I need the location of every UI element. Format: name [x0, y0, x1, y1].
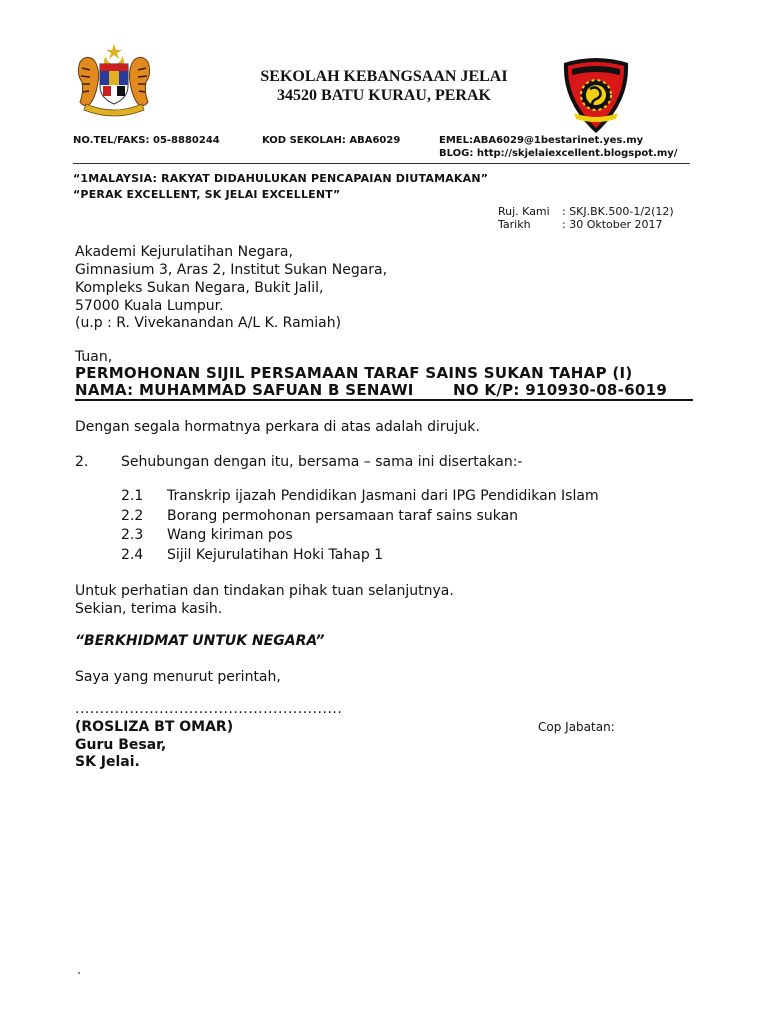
attachment-number: 2.4	[121, 547, 144, 563]
subject-line: PERMOHONAN SIJIL PERSAMAAN TARAF SAINS SUKAN TAHAP (I)	[75, 364, 633, 382]
signature-dots: ......................................................	[75, 701, 343, 717]
header-divider	[73, 163, 690, 164]
slogan: “BERKHIDMAT UNTUK NEGARA”	[75, 633, 325, 649]
tel-fax: NO.TEL/FAKS: 05-8880244	[73, 135, 220, 146]
motto-line-1: “1MALAYSIA: RAKYAT DIDAHULUKAN PENCAPAIAN DIUTAMAKAN”	[73, 172, 489, 185]
date-value: : 30 Oktober 2017	[562, 218, 663, 231]
paragraph-2-number: 2.	[75, 454, 89, 470]
obedient-line: Saya yang menurut perintah,	[75, 669, 281, 685]
department-stamp-label: Cop Jabatan:	[538, 720, 615, 734]
signatory-name: (ROSLIZA BT OMAR)	[75, 719, 234, 735]
paragraph-1: Dengan segala hormatnya perkara di atas adalah dirujuk.	[75, 419, 480, 435]
attachment-number: 2.3	[121, 527, 144, 543]
paragraph-2-text: Sehubungan dengan itu, bersama – sama ini disertakan:-	[121, 454, 523, 470]
attachment-number: 2.2	[121, 508, 144, 524]
closing-line-1: Untuk perhatian dan tindakan pihak tuan selanjutnya.	[75, 583, 454, 599]
signatory-school: SK Jelai.	[75, 754, 140, 770]
recipient-line-2: Gimnasium 3, Aras 2, Institut Sukan Negara,	[75, 262, 388, 278]
closing-line-2: Sekian, terima kasih.	[75, 601, 223, 617]
subject-underline	[75, 399, 693, 401]
recipient-line-5: (u.p : R. Vivekanandan A/L K. Ramiah)	[75, 315, 342, 331]
attachment-text: Wang kiriman pos	[167, 527, 293, 543]
motto-line-2: “PERAK EXCELLENT, SK JELAI EXCELLENT”	[73, 188, 341, 201]
applicant-ic: NO K/P: 910930-08-6019	[453, 381, 668, 399]
page-dot	[78, 972, 80, 974]
date-label: Tarikh	[498, 218, 531, 231]
ref-value: : SKJ.BK.500-1/2(12)	[562, 205, 674, 218]
recipient-line-4: 57000 Kuala Lumpur.	[75, 298, 224, 314]
recipient-line-1: Akademi Kejurulatihan Negara,	[75, 244, 293, 260]
attachment-text: Borang permohonan persamaan taraf sains sukan	[167, 508, 519, 524]
school-logo	[560, 57, 632, 137]
school-name: SEKOLAH KEBANGSAAN JELAI	[260, 68, 508, 85]
attachment-text: Sijil Kejurulatihan Hoki Tahap 1	[167, 547, 384, 563]
national-crest-logo	[72, 42, 156, 120]
applicant-name: NAMA: MUHAMMAD SAFUAN B SENAWI	[75, 381, 414, 399]
attachment-number: 2.1	[121, 488, 144, 504]
school-address: 34520 BATU KURAU, PERAK	[277, 87, 491, 104]
ref-label: Ruj. Kami	[498, 205, 550, 218]
blog-url: BLOG: http://skjelaiexcellent.blogspot.my/	[439, 148, 678, 159]
attachment-text: Transkrip ijazah Pendidikan Jasmani dari IPG Pendidikan Islam	[167, 488, 599, 504]
signatory-title: Guru Besar,	[75, 737, 167, 753]
salutation: Tuan,	[75, 349, 113, 365]
email: EMEL:ABA6029@1bestarinet.yes.my	[439, 135, 644, 146]
recipient-line-3: Kompleks Sukan Negara, Bukit Jalil,	[75, 280, 324, 296]
school-code: KOD SEKOLAH: ABA6029	[262, 135, 401, 146]
